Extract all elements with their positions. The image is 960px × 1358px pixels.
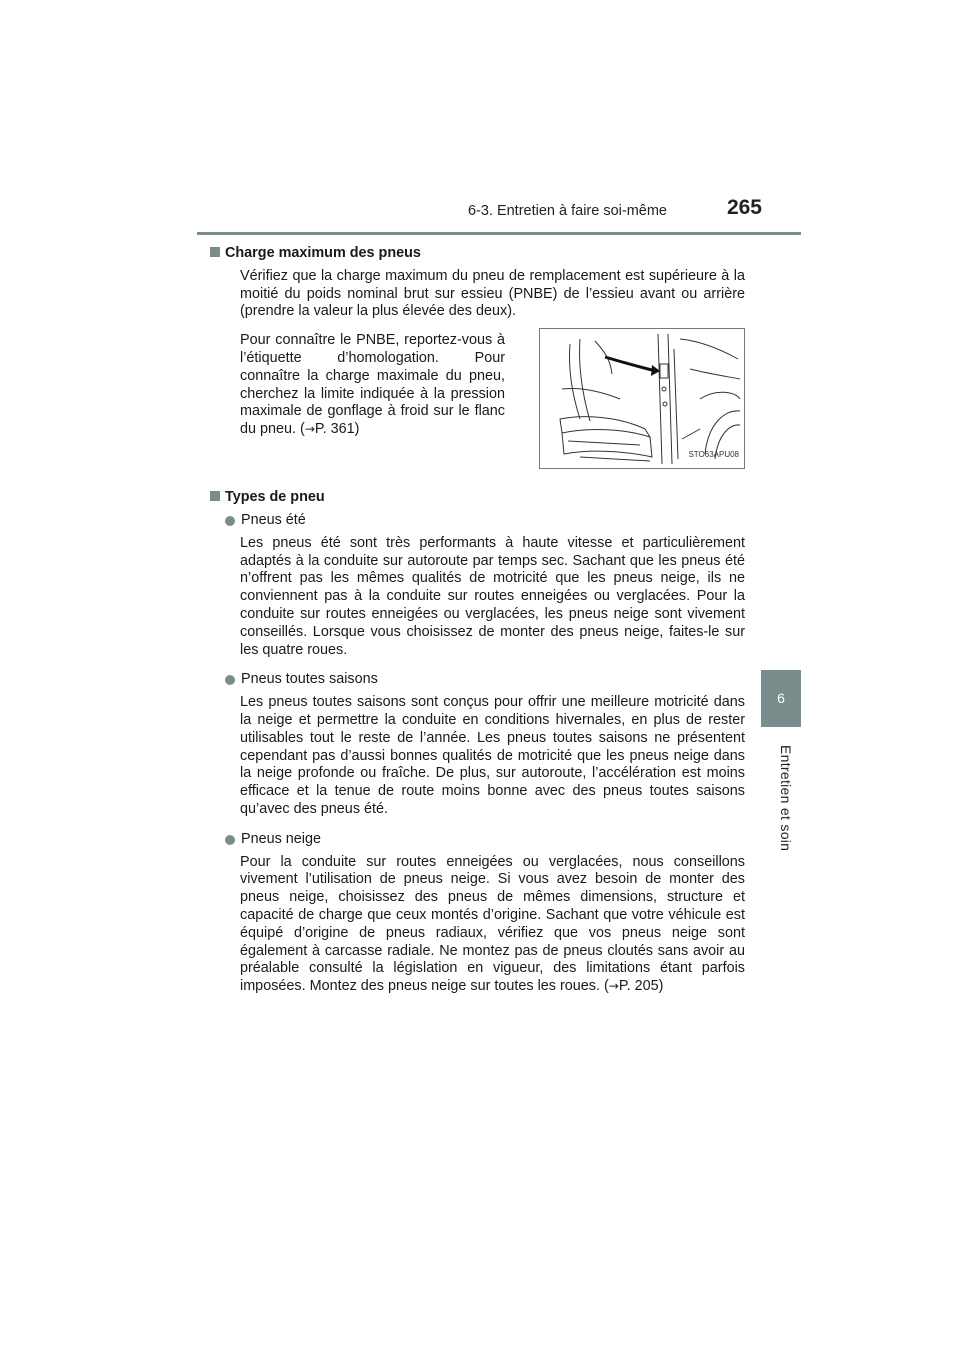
pnbe-paragraph	[240, 332, 505, 469]
charge-figure-row	[240, 332, 745, 469]
charge-paragraph: Vérifiez que la charge maximum du pneu de remplacement est supérieure à la moitié du poids nominal brut sur essieu (PNBE) de l’essieu avant ou arrière (prendre la valeur la plus élevée des deux).	[240, 267, 745, 320]
bullet-snow-label: Pneus neige	[241, 830, 322, 847]
bullet-summer	[225, 512, 745, 530]
section-title: 6-3. Entretien à faire soi-même	[467, 203, 667, 219]
figure-code: STO63APU08	[688, 450, 739, 460]
bullet-snow	[225, 831, 745, 849]
page-ref-arrow: →	[608, 979, 619, 994]
pnbe-text: Pour connaître le PNBE, reportez-vous à l’étiquette d’homologation. Pour connaître la charge maximale du pneu, cherchez la limite indiquée à la pression maximale de gonflage à froid sur le flanc du pneu. (	[240, 332, 505, 438]
square-bullet-icon	[210, 247, 220, 257]
round-bullet-icon	[225, 835, 235, 845]
page-ref-arrow: →	[304, 422, 315, 437]
snow-paragraph	[240, 854, 745, 996]
heading-types-text: Types de pneu	[225, 489, 325, 506]
page-ref-link[interactable]: P. 361)	[314, 421, 360, 438]
heading-charge	[210, 245, 745, 263]
certification-label-figure	[539, 328, 745, 469]
summer-paragraph: Les pneus été sont très performants à haute vitesse et particulièrement adaptés à la conduite sur autoroute par temps sec. Sachant que les pneus été n’offrent pas les mêmes qualités de motricité que les pneus neige, ils ne conviennent pas à la conduite sur routes enneigées ou verglacées. Pour la conduite sur routes enneigées ou verglacées, les pneus neige sont vivement conseillés. Lorsque vous choisissez de monter des pneus neige, faites-le sur les quatre roues.	[240, 534, 745, 658]
round-bullet-icon	[225, 516, 235, 526]
heading-types	[210, 489, 745, 507]
bullet-summer-label: Pneus été	[241, 511, 306, 528]
chapter-tab: 6	[761, 670, 801, 727]
main-content	[210, 245, 745, 1008]
heading-charge-text: Charge maximum des pneus	[225, 245, 421, 261]
all-season-paragraph: Les pneus toutes saisons sont conçus pour offrir une meilleure motricité dans la neige et permettre la conduite en conditions hivernales, en plus de rester utilisables tout le reste de l’année. Les pneus toutes saisons ne présentent cependant pas d’aussi bonnes qualités de motricité que les pneus neige dans la neige profonde ou fraîche. De plus, sur autoroute, l’accélération est moins efficace et la tenue de route moins bonne avec des pneus toutes saisons qu’avec des pneus été.	[240, 694, 745, 817]
square-bullet-icon	[210, 491, 220, 501]
page-ref-link[interactable]: P. 205)	[618, 978, 664, 995]
bullet-all-season-label: Pneus toutes saisons	[241, 671, 378, 688]
chapter-label: Entretien et soin	[778, 745, 794, 852]
snow-text: Pour la conduite sur routes enneigées ou verglacées, nous conseillons vivement l’utilisation de pneus neige. Si vous avez besoin de monter des pneus neige, choisissez des pneus de mêmes dimensions, structure et capacité de charge que ceux montés d’origine. Sachant que votre véhicule est équipé d’origine de pneus radiaux, vérifiez que vos pneus neige sont également à carcasse radiale. Ne montez pas de pneus cloutés sans avoir au préalable consulté la législation en vigueur, des limitations étant parfois imposées. Montez des pneus neige sur toutes les roues. (	[240, 853, 745, 995]
page-number: 265	[726, 196, 762, 219]
bullet-all-season	[225, 671, 745, 689]
header-rule	[197, 232, 801, 235]
round-bullet-icon	[225, 675, 235, 685]
